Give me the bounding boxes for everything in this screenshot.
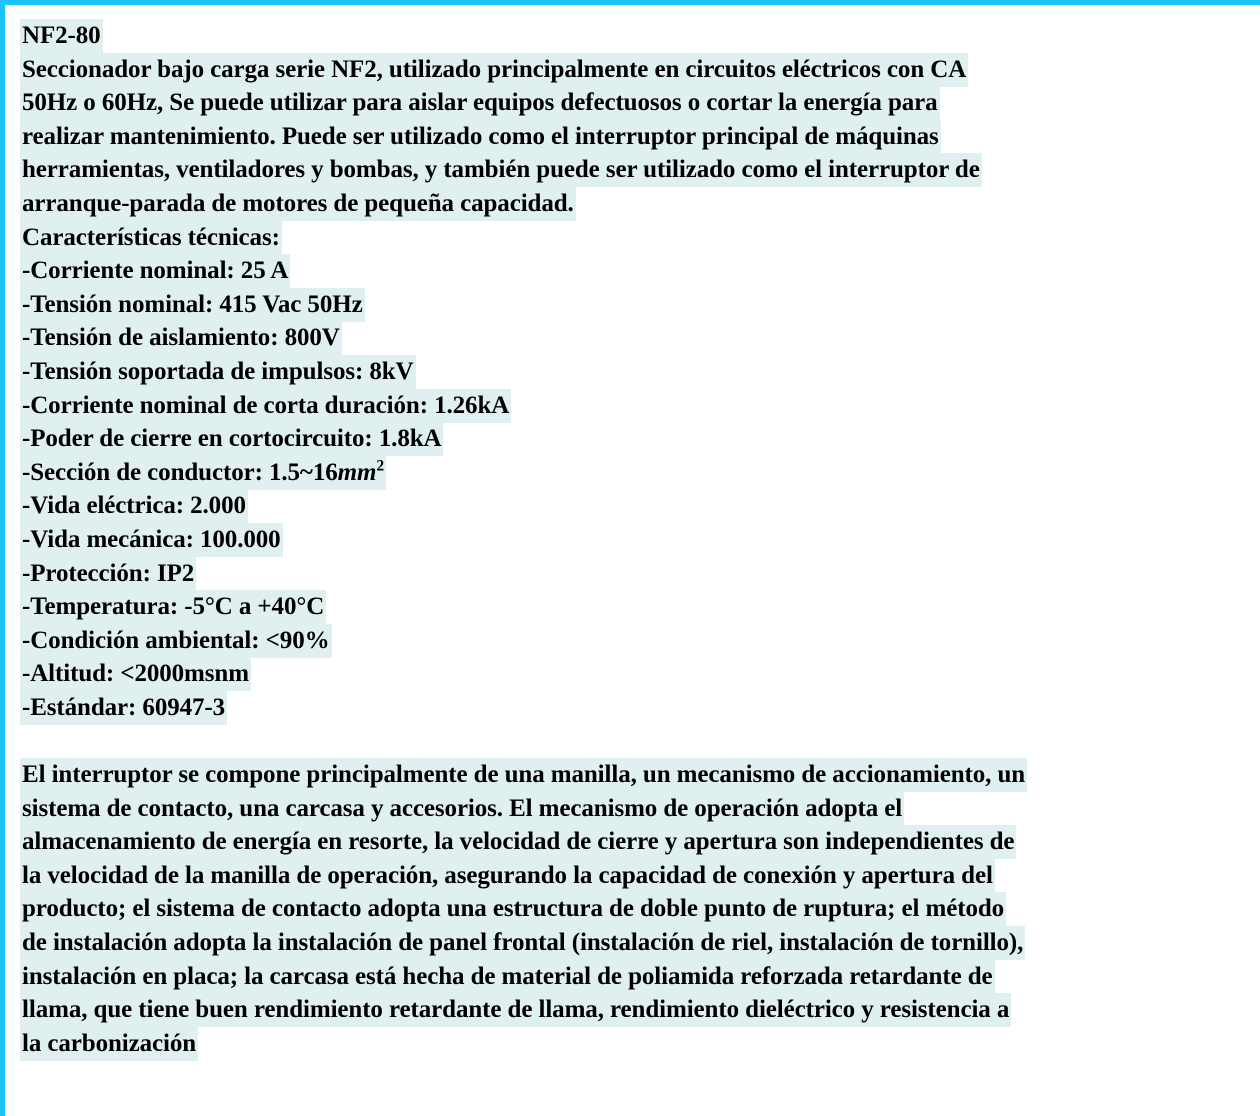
description-line-text: almacenamiento de energía en resorte, la velocidad de cierre y apertura son independientes de: [20, 825, 1016, 859]
description-line: [20, 825, 1252, 859]
spec-unit: mm: [337, 458, 377, 486]
spec-item-text: -Poder de cierre en cortocircuito: 1.8kA: [20, 422, 443, 456]
description-line: [20, 792, 1252, 826]
spec-item-text: -Tensión nominal: 415 Vac 50Hz: [20, 288, 365, 322]
spec-item: [20, 624, 1252, 658]
spec-item-text: -Tensión soportada de impulsos: 8kV: [20, 355, 416, 389]
spec-item: [20, 557, 1252, 591]
description-line-text: llama, que tiene buen rendimiento retardante de llama, rendimiento dieléctrico y resistencia a: [20, 993, 1011, 1027]
description-line: [20, 993, 1252, 1027]
intro-line: [20, 53, 1252, 87]
spec-item-text: -Vida eléctrica: 2.000: [20, 489, 248, 523]
spec-item-text: -Vida mecánica: 100.000: [20, 523, 283, 557]
spec-item: [20, 389, 1252, 423]
description-line-text: producto; el sistema de contacto adopta una estructura de doble punto de ruptura; el método: [20, 892, 1006, 926]
spec-item-text: -Sección de conductor: 1.5~16: [22, 458, 338, 486]
spec-item-conductor-section: [20, 456, 1252, 490]
spec-item: [20, 590, 1252, 624]
spec-item-text: -Corriente nominal de corta duración: 1.26kA: [20, 389, 511, 423]
description-line-text: sistema de contacto, una carcasa y accesorios. El mecanismo de operación adopta el: [20, 792, 904, 826]
paragraph-spacer: [20, 724, 1252, 758]
spec-item: [20, 355, 1252, 389]
spec-item: [20, 657, 1252, 691]
spec-unit-exponent: 2: [376, 457, 384, 475]
spec-item: [20, 288, 1252, 322]
spec-item-text: -Corriente nominal: 25 A: [20, 254, 290, 288]
intro-line-text: Seccionador bajo carga serie NF2, utilizado principalmente en circuitos eléctricos con CA: [20, 53, 968, 87]
spec-item-text: -Condición ambiental: <90%: [20, 624, 332, 658]
intro-line: [20, 120, 1252, 154]
intro-line: [20, 153, 1252, 187]
spec-item-text: -Temperatura: -5°C a +40°C: [20, 590, 326, 624]
spec-item: [20, 254, 1252, 288]
spec-item-text: -Protección: IP2: [20, 557, 196, 591]
spec-item-text: -Estándar: 60947-3: [20, 691, 227, 725]
description-line: [20, 1027, 1252, 1061]
product-title: NF2-80: [20, 19, 103, 53]
description-line: [20, 758, 1252, 792]
description-line-text: El interruptor se compone principalmente de una manilla, un mecanismo de accionamiento, un: [20, 758, 1027, 792]
spec-item: [20, 422, 1252, 456]
intro-line-text: arranque-parada de motores de pequeña capacidad.: [20, 187, 576, 221]
spec-item: [20, 523, 1252, 557]
description-line: [20, 892, 1252, 926]
spec-item: [20, 489, 1252, 523]
specs-heading: Características técnicas:: [20, 221, 282, 255]
description-line-text: instalación en placa; la carcasa está hecha de material de poliamida reforzada retardante de: [20, 960, 995, 994]
description-line-text: de instalación adopta la instalación de panel frontal (instalación de riel, instalación de tornillo),: [20, 926, 1025, 960]
description-line: [20, 926, 1252, 960]
specs-heading-line: [20, 221, 1252, 255]
intro-line-text: 50Hz o 60Hz, Se puede utilizar para aislar equipos defectuosos o cortar la energía para: [20, 86, 940, 120]
spec-item-text: -Tensión de aislamiento: 800V: [20, 321, 342, 355]
spec-item-text: -Altitud: <2000msnm: [20, 657, 251, 691]
intro-line: [20, 86, 1252, 120]
document-body: [20, 19, 1252, 1060]
product-title-line: [20, 19, 1252, 53]
intro-line-text: realizar mantenimiento. Puede ser utilizado como el interruptor principal de máquinas: [20, 120, 941, 154]
intro-line: [20, 187, 1252, 221]
intro-line-text: herramientas, ventiladores y bombas, y también puede ser utilizado como el interruptor de: [20, 153, 982, 187]
description-line-text: la carbonización: [20, 1027, 198, 1061]
spec-item: [20, 321, 1252, 355]
description-line: [20, 960, 1252, 994]
spec-item: [20, 691, 1252, 725]
description-line-text: la velocidad de la manilla de operación, asegurando la capacidad de conexión y apertura del: [20, 859, 995, 893]
description-line: [20, 859, 1252, 893]
